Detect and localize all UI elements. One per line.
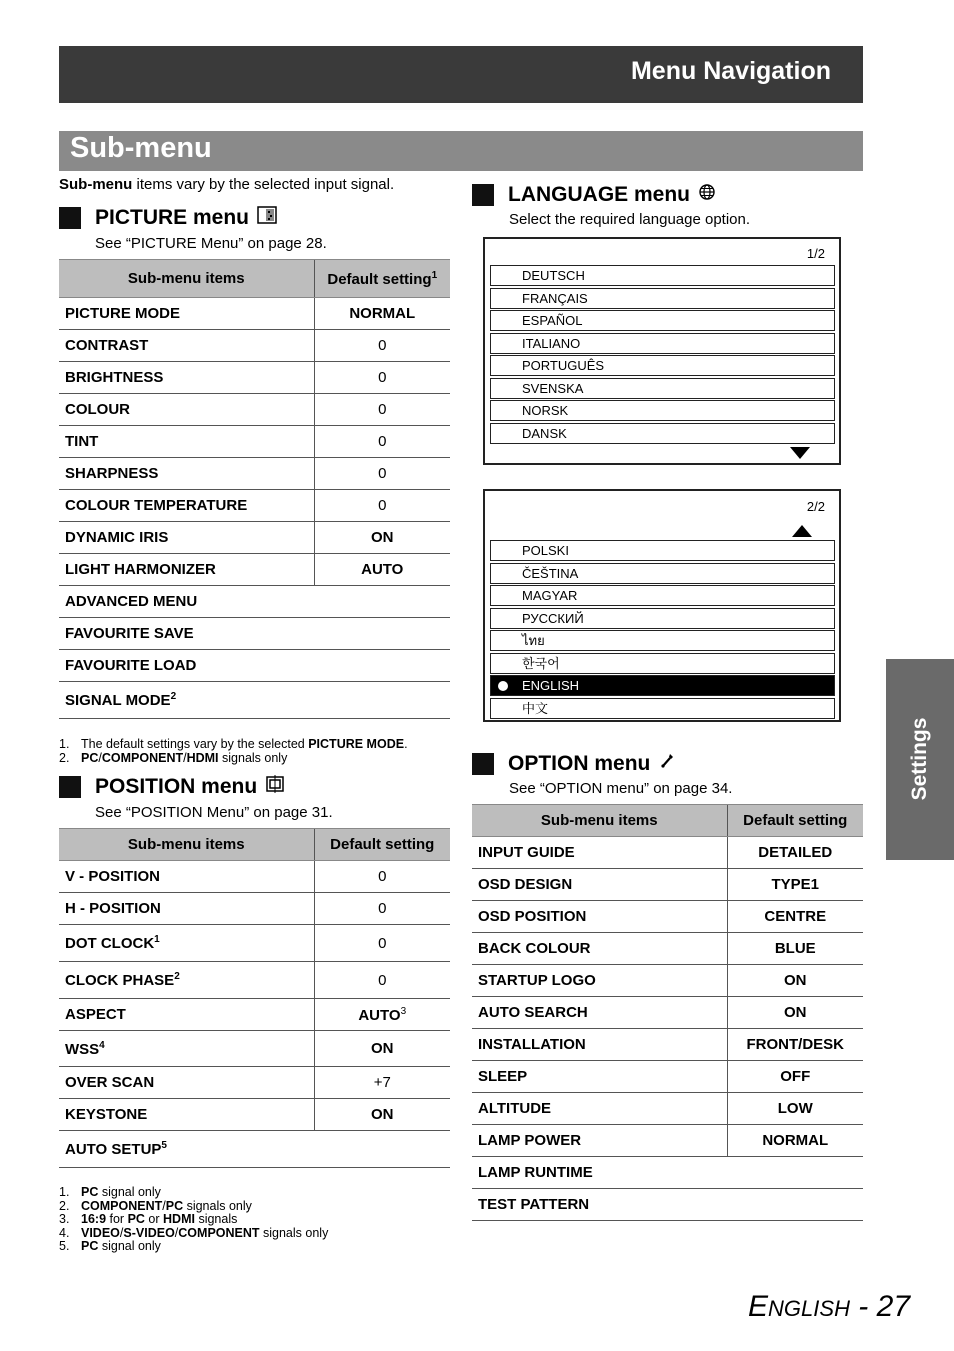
heading-marker	[59, 207, 81, 229]
option-menu-ref: See “OPTION menu” on page 34.	[509, 780, 733, 797]
table-row	[59, 1131, 450, 1168]
item-name: DYNAMIC IRIS	[59, 522, 314, 554]
item-name: SLEEP	[472, 1061, 727, 1093]
footnote-number: 5.	[59, 1239, 70, 1254]
item-name: FAVOURITE SAVE	[59, 618, 450, 650]
item-default: 0	[314, 362, 450, 394]
position-menu-heading	[59, 775, 285, 799]
footnote	[59, 752, 450, 766]
table-row	[472, 965, 863, 997]
item-name: COLOUR	[59, 394, 314, 426]
item-default: CENTRE	[727, 901, 863, 933]
table-row	[59, 426, 450, 458]
picture-menu-title: PICTURE menu	[95, 206, 250, 229]
position-icon	[265, 775, 285, 799]
option-menu-heading	[472, 752, 676, 776]
item-default: OFF	[727, 1061, 863, 1093]
intro-bold: Sub-menu	[59, 176, 133, 193]
language-option[interactable]	[490, 540, 835, 561]
item-name: COLOUR TEMPERATURE	[59, 490, 314, 522]
table-row	[472, 837, 863, 869]
language-option[interactable]	[490, 585, 835, 606]
language-label: PORTUGUÊS	[522, 358, 605, 373]
footnote-ref: 3	[400, 1005, 407, 1017]
language-menu-title: LANGUAGE menu	[508, 183, 691, 206]
table-row	[472, 1093, 863, 1125]
item-name: INPUT GUIDE	[472, 837, 727, 869]
footnote-number: 3.	[59, 1212, 70, 1227]
item-name: DOT CLOCK$^1$	[59, 925, 314, 962]
language-label: DANSK	[522, 425, 567, 441]
item-default: TYPE1	[727, 869, 863, 901]
position-notes	[59, 1186, 450, 1254]
table-row	[59, 458, 450, 490]
footnote-number: 1.	[59, 1185, 70, 1199]
item-name: WSS$^4$	[59, 1031, 314, 1067]
item-default: 0	[314, 458, 450, 490]
item-name: INSTALLATION	[472, 1029, 727, 1061]
language-option[interactable]	[490, 563, 835, 584]
table-row	[472, 997, 863, 1029]
col-header-default: Default setting	[727, 805, 863, 837]
language-label: ENGLISH	[522, 678, 580, 693]
item-name: H - POSITION	[59, 893, 314, 925]
option-menu-table	[472, 804, 863, 1221]
footnote-ref: 2	[170, 691, 177, 702]
item-name: CONTRAST	[59, 330, 314, 362]
language-label: ITALIANO	[522, 335, 581, 351]
footnote-ref: 1	[154, 934, 160, 945]
scroll-down-icon[interactable]	[789, 446, 811, 465]
language-option[interactable]	[490, 653, 835, 674]
language-label: NORSK	[522, 403, 569, 418]
item-default: NORMAL	[314, 298, 450, 330]
selected-dot-icon	[498, 681, 508, 691]
table-row	[59, 925, 450, 962]
item-name: LAMP RUNTIME	[472, 1157, 863, 1189]
intro-text	[59, 176, 394, 193]
language-option[interactable]	[490, 288, 835, 309]
language-option[interactable]	[490, 333, 835, 354]
section-title: Sub-menu	[70, 132, 212, 164]
table-row	[59, 522, 450, 554]
item-name: AUTO SEARCH	[472, 997, 727, 1029]
footnote	[59, 738, 450, 752]
col-header-default: Default setting	[314, 829, 450, 861]
picture-menu-table	[59, 259, 450, 719]
table-row	[59, 586, 450, 618]
item-default: 0	[314, 426, 450, 458]
table-row	[59, 394, 450, 426]
item-default: ON	[727, 997, 863, 1029]
globe-icon	[698, 183, 716, 207]
table-row	[472, 1061, 863, 1093]
language-label: 中文	[522, 700, 549, 716]
language-label: SVENSKA	[522, 380, 584, 396]
footnote-number: 1.	[59, 737, 70, 751]
table-row	[59, 618, 450, 650]
table-row	[59, 962, 450, 999]
item-name: PICTURE MODE	[59, 298, 314, 330]
language-option[interactable]	[490, 698, 835, 719]
footnote-text: The default settings vary by the selected PICTURE MODE.	[81, 737, 408, 751]
col-header-items: Sub-menu items	[472, 805, 727, 837]
item-default: AUTO	[314, 554, 450, 586]
page-indicator: 1/2	[806, 246, 825, 261]
footnote-text: PC signal only	[81, 1185, 161, 1199]
page-footer	[748, 1290, 910, 1324]
table-row	[59, 650, 450, 682]
language-label: 한국어	[522, 655, 560, 671]
language-label: ไทย	[522, 633, 545, 648]
item-name: OSD DESIGN	[472, 869, 727, 901]
table-row	[59, 893, 450, 925]
language-option[interactable]	[490, 630, 835, 651]
item-name: TEST PATTERN	[472, 1189, 863, 1221]
item-name: SIGNAL MODE$^2$	[59, 682, 450, 719]
language-option[interactable]	[490, 423, 835, 444]
item-name: AUTO SETUP$^5$	[59, 1131, 450, 1168]
item-default: +7	[314, 1067, 450, 1099]
item-name: BACK COLOUR	[472, 933, 727, 965]
item-default: 0	[314, 925, 450, 962]
table-row	[472, 869, 863, 901]
item-default: LOW	[727, 1093, 863, 1125]
footnote	[59, 1200, 450, 1214]
settings-side-tab[interactable]	[886, 659, 954, 860]
footnote-number: 2.	[59, 1198, 70, 1213]
heading-marker	[472, 753, 494, 775]
table-row	[59, 682, 450, 719]
picture-notes	[59, 738, 450, 765]
table-row	[472, 1189, 863, 1221]
item-default: ON	[314, 1031, 450, 1067]
footnote-number: 4.	[59, 1225, 70, 1240]
picture-menu-ref: See “PICTURE Menu” on page 28.	[95, 235, 327, 252]
language-label: DEUTSCH	[522, 268, 585, 283]
item-default: FRONT/DESK	[727, 1029, 863, 1061]
language-option[interactable]	[490, 608, 835, 629]
footnote-ref: 4	[99, 1039, 105, 1051]
language-list-page1	[483, 237, 841, 465]
item-default: ON	[314, 1099, 450, 1131]
footnote	[59, 1240, 450, 1254]
language-menu-heading	[472, 183, 716, 207]
footer-page-number: - 27	[849, 1290, 910, 1323]
language-label: MAGYAR	[522, 588, 578, 603]
item-name: ASPECT	[59, 999, 314, 1031]
item-name: FAVOURITE LOAD	[59, 650, 450, 682]
item-name: OSD POSITION	[472, 901, 727, 933]
footnote-text: PC signal only	[81, 1239, 161, 1254]
item-default: NORMAL	[727, 1125, 863, 1157]
item-name: CLOCK PHASE$^2$	[59, 962, 314, 999]
heading-marker	[472, 184, 494, 206]
position-menu-ref: See “POSITION Menu” on page 31.	[95, 804, 333, 821]
item-name: LAMP POWER	[472, 1125, 727, 1157]
heading-marker	[59, 776, 81, 798]
language-option[interactable]	[490, 675, 835, 696]
item-name: STARTUP LOGO	[472, 965, 727, 997]
item-default: 0	[314, 330, 450, 362]
page-indicator: 2/2	[806, 499, 825, 514]
table-row	[59, 298, 450, 330]
language-label: POLSKI	[522, 543, 569, 558]
item-default: ON	[314, 522, 450, 554]
item-default: DETAILED	[727, 837, 863, 869]
table-row	[472, 933, 863, 965]
footer-language: ENGLISH	[748, 1290, 850, 1323]
footnote	[59, 1186, 450, 1200]
item-default: 0	[314, 962, 450, 999]
item-default: 0	[314, 394, 450, 426]
language-label: ČEŠTINA	[522, 565, 579, 581]
table-row	[59, 1031, 450, 1067]
footnote	[59, 1227, 450, 1241]
item-default: 0	[314, 893, 450, 925]
item-name: LIGHT HARMONIZER	[59, 554, 314, 586]
table-row	[59, 362, 450, 394]
language-label: ESPAÑOL	[522, 313, 583, 328]
footnote-text: PC/COMPONENT/HDMI signals only	[81, 750, 288, 765]
item-default: ON	[727, 965, 863, 997]
item-name: SHARPNESS	[59, 458, 314, 490]
picture-icon	[257, 206, 277, 230]
table-row	[472, 901, 863, 933]
footnote-text: COMPONENT/PC signals only	[81, 1198, 252, 1213]
footnote-text: 16:9 for PC or HDMI signals	[81, 1212, 238, 1227]
language-option[interactable]	[490, 378, 835, 399]
footnote-number: 2.	[59, 750, 70, 765]
table-row	[59, 1099, 450, 1131]
option-menu-title: OPTION menu	[508, 752, 651, 775]
table-row	[59, 554, 450, 586]
col-header-items: Sub-menu items	[59, 829, 314, 861]
position-menu-table	[59, 828, 450, 1168]
table-row	[472, 1125, 863, 1157]
header-title: Menu Navigation	[630, 57, 831, 85]
footnote-ref: 5	[161, 1140, 167, 1151]
col-header-default: Default setting$^1$	[314, 260, 450, 298]
language-menu-ref: Select the required language option.	[509, 211, 751, 228]
picture-menu-heading	[59, 206, 277, 230]
language-option[interactable]	[490, 400, 835, 421]
language-label: РУССКИЙ	[522, 610, 584, 626]
item-name: OVER SCAN	[59, 1067, 314, 1099]
col-header-items: Sub-menu items	[59, 260, 314, 298]
item-default: BLUE	[727, 933, 863, 965]
side-tab-label: Settings	[908, 717, 931, 801]
item-default: AUTO$^3$	[314, 999, 450, 1031]
table-row	[59, 330, 450, 362]
section-bar	[59, 131, 863, 171]
table-row	[59, 861, 450, 893]
table-row	[472, 1029, 863, 1061]
item-name: V - POSITION	[59, 861, 314, 893]
footnote-ref: 2	[174, 971, 180, 982]
header-bar	[59, 46, 863, 103]
item-name: ALTITUDE	[472, 1093, 727, 1125]
wrench-icon	[658, 752, 676, 776]
item-name: TINT	[59, 426, 314, 458]
item-name: KEYSTONE	[59, 1099, 314, 1131]
language-option[interactable]	[490, 310, 835, 331]
language-label: FRANÇAIS	[522, 290, 588, 306]
item-name: BRIGHTNESS	[59, 362, 314, 394]
language-option[interactable]	[490, 265, 835, 286]
language-option[interactable]	[490, 355, 835, 376]
table-row	[472, 1157, 863, 1189]
footnote-text: VIDEO/S-VIDEO/COMPONENT signals only	[81, 1225, 329, 1240]
language-list-page2	[483, 489, 841, 722]
table-row	[59, 999, 450, 1031]
table-row	[59, 490, 450, 522]
item-name: ADVANCED MENU	[59, 586, 450, 618]
item-default: 0	[314, 490, 450, 522]
item-default: 0	[314, 861, 450, 893]
position-menu-title: POSITION menu	[95, 775, 258, 798]
table-row	[59, 1067, 450, 1099]
footnote	[59, 1213, 450, 1227]
intro-rest: items vary by the selected input signal.	[132, 176, 395, 193]
